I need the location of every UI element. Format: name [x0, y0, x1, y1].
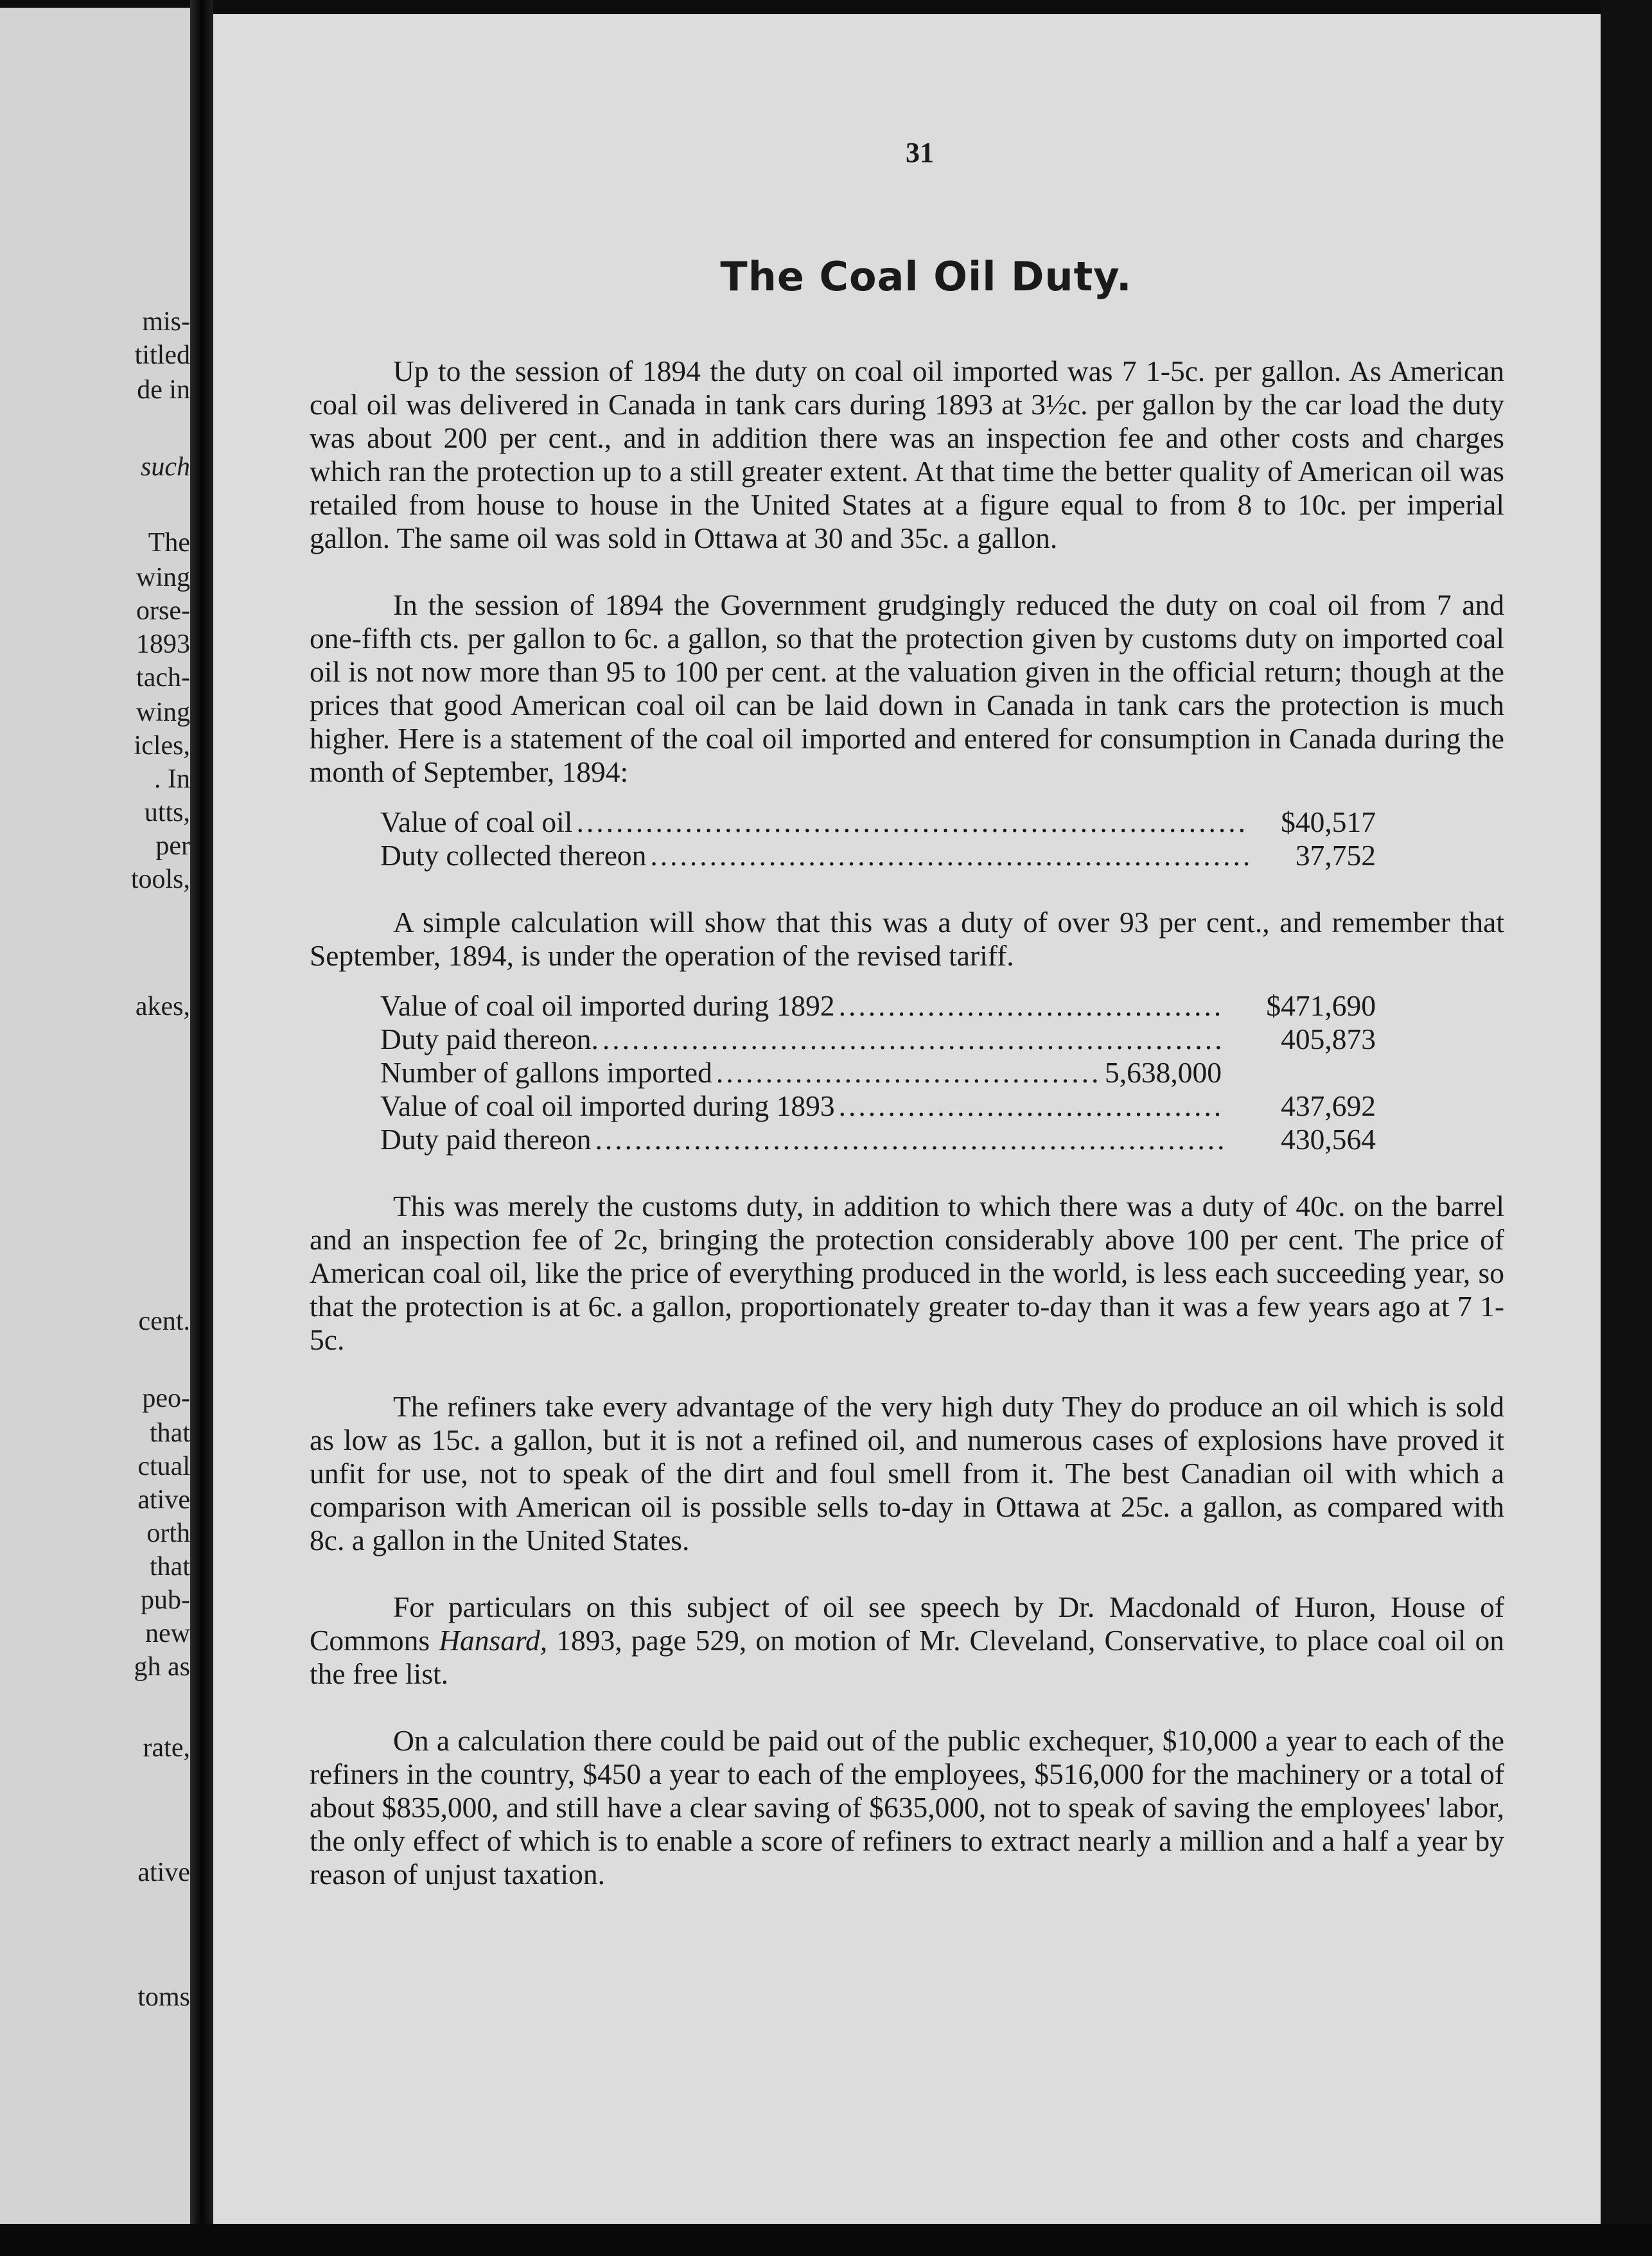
left-page-fragment: gh as	[134, 1652, 190, 1682]
paragraph-text: 1893, page 529, on motion of Mr. Cleveland, Conservative, to place coal oil on the free list.	[310, 1624, 1505, 1690]
row-value: $40,517	[1281, 806, 1376, 838]
table-row	[380, 806, 1376, 839]
article-body	[310, 355, 1504, 1925]
table-row	[380, 989, 1376, 1023]
left-page-fragment: that	[150, 1552, 190, 1582]
row-value: 430,564	[1281, 1123, 1376, 1156]
left-page-fragment: 1893	[136, 630, 190, 659]
paragraph: Up to the session of 1894 the duty on coal oil imported was 7 1-5c. per gallon. As American coal oil was delivered in Canada in tank cars during 1893 at 3½c. per gallon by the car load the duty was about 200 per cent., and in addition there was an inspection fee and other costs and charges which ran the protection up to a still greater extent. At that time the better quality of American oil was retailed from house to house in the United States at a figure equal to from 8 to 10c. per imperial gallon. The same oil was sold in Ottawa at 30 and 35c. a gallon.	[310, 355, 1504, 554]
paragraph: The refiners take every advantage of the very high duty They do produce an oil which is sold as low as 15c. a gallon, but it is not a refined oil, and numerous cases of explosions have proved it unfit for use, not to speak of the dirt and foul smell from it. The best Canadian oil with which a comparison with American oil is possible sells to-day in Ottawa at 25c. a gallon, as compared with 8c. a gallon in the United States.	[310, 1390, 1504, 1556]
paragraph: On a calculation there could be paid out of the public exchequer, $10,000 a year to each of the refiners in the country, $450 a year to each of the employees, $516,000 for the machinery or a total of about $835,000, and still have a clear saving of $635,000, not to speak of saving the employees' labor, the only effect of which is to enable a score of refiners to extract nearly a million and a half a year by reason of unjust taxation.	[310, 1724, 1504, 1890]
row-value: 37,752	[1295, 839, 1376, 872]
left-page-fragment: mis-	[142, 307, 190, 337]
left-page-fragment: The	[148, 528, 190, 558]
left-page-fragment: per	[155, 831, 190, 861]
paragraph: This was merely the customs duty, in addition to which there was a duty of 40c. on the barrel and an inspection fee of 2c, bringing the protection considerably above 100 per cent. The price of American coal oil, like the price of everything produced in the world, is less each succeeding year, so that the protection is at 6c. a gallon, proportionately greater to-day than it was a few years ago at 7 1-5c.	[310, 1190, 1504, 1356]
row-value: 405,873	[1281, 1023, 1376, 1055]
left-page-fragment: tach-	[136, 663, 190, 692]
row-value: $471,690	[1266, 989, 1376, 1022]
dot-leader	[839, 989, 1224, 1023]
previous-page-sliver	[0, 8, 190, 2224]
document-page	[213, 14, 1601, 2224]
left-page-fragment: such	[141, 452, 190, 482]
left-page-fragment: ative	[137, 1485, 190, 1515]
left-page-fragment: ctual	[137, 1452, 190, 1481]
row-label: Duty collected thereon	[380, 839, 647, 872]
left-page-fragment: wing	[136, 563, 190, 592]
left-page-fragment: orth	[146, 1519, 190, 1548]
table-row	[380, 1123, 1376, 1156]
row-label: Value of coal oil	[380, 806, 573, 838]
left-page-fragment: peo-	[142, 1384, 190, 1413]
dot-leader	[839, 1089, 1224, 1123]
page-title: The Coal Oil Duty.	[720, 253, 1132, 300]
september-1894-table	[380, 806, 1376, 872]
page-number: 31	[906, 137, 934, 168]
left-page-fragment: . In	[154, 764, 190, 794]
left-page-fragment: ative	[137, 1858, 190, 1887]
left-page-fragment: de in	[137, 375, 190, 405]
left-page-fragment: wing	[136, 698, 190, 727]
left-page-fragment: orse-	[136, 596, 190, 626]
table-row	[380, 839, 1376, 872]
left-page-fragment: pub-	[141, 1585, 190, 1615]
paragraph: A simple calculation will show that this was a duty of over 93 per cent., and remember that September, 1894, is under the operation of the revised tariff.	[310, 906, 1504, 972]
hansard-italic: Hansard,	[439, 1624, 548, 1657]
dot-leader	[595, 1123, 1224, 1156]
left-page-fragment: rate,	[143, 1733, 190, 1763]
paragraph-text: For particulars on this subject of oil see speech by Dr. Macdonald of Huron, House of Commons	[310, 1591, 1504, 1657]
left-page-fragment: tools,	[130, 865, 190, 894]
paragraph: In the session of 1894 the Government grudgingly reduced the duty on coal oil from 7 and one-fifth cts. per gallon to 6c. a gallon, so that the protection given by customs duty on imported coal oil is not now more than 95 to 100 per cent. at the valuation given in the official return; though at the prices that good American coal oil can be laid down in Canada in tank cars the protection is much higher. Here is a statement of the coal oil imported and entered for consumption in Canada during the month of September, 1894:	[310, 588, 1504, 788]
row-value: 5,638,000	[1105, 1056, 1222, 1089]
left-page-fragment: new	[145, 1619, 190, 1648]
row-label: Value of coal oil imported during 1893	[380, 1089, 835, 1122]
table-row	[380, 1023, 1376, 1056]
left-page-fragment: akes,	[135, 992, 190, 1021]
left-page-fragment: utts,	[144, 798, 190, 827]
paragraph	[310, 1591, 1504, 1691]
dot-leader	[576, 806, 1250, 839]
table-row	[380, 1056, 1376, 1089]
imports-1892-1893-table	[380, 989, 1376, 1156]
row-label: Duty paid thereon.	[380, 1023, 599, 1055]
row-label: Number of gallons imported	[380, 1056, 712, 1089]
row-value: 437,692	[1281, 1089, 1376, 1122]
left-page-fragment: cent.	[138, 1307, 190, 1336]
row-label: Value of coal oil imported during 1892	[380, 989, 835, 1022]
row-label: Duty paid thereon	[380, 1123, 592, 1156]
left-page-fragment: icles,	[134, 731, 190, 761]
left-page-fragment: toms	[137, 1982, 190, 2012]
dot-leader	[650, 839, 1250, 872]
left-page-fragment: titled	[134, 340, 190, 370]
scan-border-bottom	[0, 2224, 1652, 2256]
page-gutter	[190, 0, 213, 2256]
scan-border-right	[1601, 0, 1652, 2256]
left-page-fragment: that	[150, 1418, 190, 1448]
dot-leader	[602, 1023, 1224, 1056]
table-row	[380, 1089, 1376, 1123]
dot-leader	[716, 1056, 1101, 1089]
